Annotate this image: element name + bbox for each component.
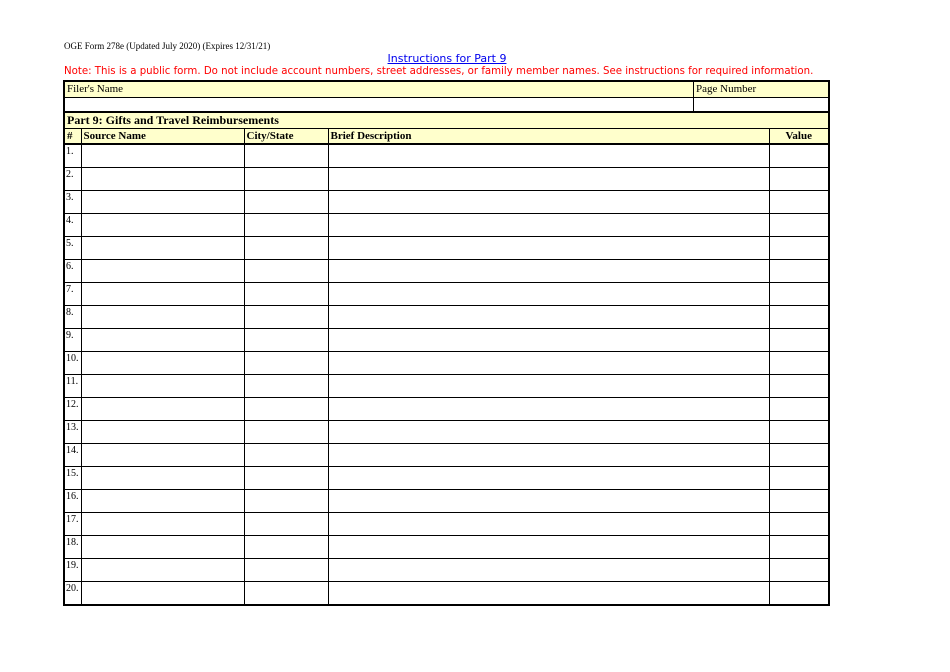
brief-description-cell[interactable] <box>328 306 769 329</box>
row-number: 2. <box>65 168 81 191</box>
table-row <box>65 168 828 191</box>
value-cell[interactable] <box>769 283 828 306</box>
value-cell[interactable] <box>769 352 828 375</box>
value-cell[interactable] <box>769 214 828 237</box>
table-row <box>65 513 828 536</box>
brief-description-cell[interactable] <box>328 352 769 375</box>
row-number: 3. <box>65 191 81 214</box>
value-cell[interactable] <box>769 490 828 513</box>
public-form-note: Note: This is a public form. Do not include account numbers, street addresses, or family member names. See instructions for required information. <box>64 66 814 77</box>
filer-header-row <box>65 82 828 98</box>
value-cell[interactable] <box>769 375 828 398</box>
brief-description-cell[interactable] <box>328 513 769 536</box>
table-row <box>65 398 828 421</box>
gifts-table <box>65 129 828 604</box>
table-row <box>65 260 828 283</box>
city-state-cell[interactable] <box>244 421 328 444</box>
brief-description-cell[interactable] <box>328 444 769 467</box>
city-state-cell[interactable] <box>244 559 328 582</box>
value-cell[interactable] <box>769 306 828 329</box>
value-cell[interactable] <box>769 398 828 421</box>
gifts-travel-form <box>63 80 830 606</box>
value-cell[interactable] <box>769 444 828 467</box>
brief-description-cell[interactable] <box>328 214 769 237</box>
city-state-cell[interactable] <box>244 513 328 536</box>
brief-description-cell[interactable] <box>328 283 769 306</box>
value-cell[interactable] <box>769 168 828 191</box>
city-state-cell[interactable] <box>244 582 328 605</box>
table-row <box>65 191 828 214</box>
table-row <box>65 536 828 559</box>
brief-description-cell[interactable] <box>328 191 769 214</box>
city-state-cell[interactable] <box>244 168 328 191</box>
source-name-cell[interactable] <box>81 329 244 352</box>
value-cell[interactable] <box>769 237 828 260</box>
part-title: Part 9: Gifts and Travel Reimbursements <box>65 113 828 129</box>
source-name-cell[interactable] <box>81 306 244 329</box>
source-name-cell[interactable] <box>81 260 244 283</box>
table-row <box>65 467 828 490</box>
table-row <box>65 144 828 168</box>
city-state-cell[interactable] <box>244 375 328 398</box>
row-number: 1. <box>66 146 74 157</box>
table-row <box>65 352 828 375</box>
row-number: 9. <box>65 329 81 352</box>
city-state-cell[interactable] <box>244 283 328 306</box>
source-name-cell[interactable] <box>81 513 244 536</box>
source-name-cell[interactable] <box>81 444 244 467</box>
column-header-source-name: Source Name <box>81 129 244 144</box>
table-row <box>65 490 828 513</box>
row-number: 18. <box>65 536 81 559</box>
brief-description-cell[interactable] <box>328 398 769 421</box>
value-cell[interactable] <box>769 144 828 168</box>
filer-name-field[interactable] <box>65 98 693 111</box>
city-state-cell[interactable] <box>244 144 328 168</box>
city-state-cell[interactable] <box>244 191 328 214</box>
row-number: 8. <box>65 306 81 329</box>
city-state-cell[interactable] <box>244 467 328 490</box>
row-number: 20. <box>65 582 81 605</box>
brief-description-cell[interactable] <box>328 375 769 398</box>
form-identifier: OGE Form 278e (Updated July 2020) (Expires 12/31/21) <box>64 41 271 51</box>
row-number: 16. <box>65 490 81 513</box>
brief-description-cell[interactable] <box>328 536 769 559</box>
value-cell[interactable] <box>769 191 828 214</box>
row-number: 10. <box>65 352 81 375</box>
brief-description-cell[interactable] <box>328 168 769 191</box>
city-state-cell[interactable] <box>244 490 328 513</box>
table-row <box>65 306 828 329</box>
value-cell[interactable] <box>769 467 828 490</box>
source-name-cell[interactable] <box>81 398 244 421</box>
brief-description-cell[interactable] <box>328 421 769 444</box>
brief-description-cell[interactable] <box>328 144 769 168</box>
source-name-cell[interactable] <box>81 352 244 375</box>
city-state-cell[interactable] <box>244 444 328 467</box>
source-name-cell[interactable] <box>81 168 244 191</box>
table-row <box>65 329 828 352</box>
city-state-cell[interactable] <box>244 237 328 260</box>
table-row <box>65 214 828 237</box>
filer-input-row <box>65 98 828 113</box>
value-cell[interactable] <box>769 513 828 536</box>
city-state-cell[interactable] <box>244 398 328 421</box>
table-row <box>65 582 828 605</box>
row-number: 19. <box>65 559 81 582</box>
brief-description-cell[interactable] <box>328 490 769 513</box>
instructions-link[interactable]: Instructions for Part 9 <box>387 52 507 65</box>
column-header-brief-description: Brief Description <box>328 129 769 144</box>
source-name-cell[interactable] <box>81 144 244 168</box>
value-cell[interactable] <box>769 329 828 352</box>
table-body <box>65 144 828 604</box>
brief-description-cell[interactable] <box>328 559 769 582</box>
source-name-cell[interactable] <box>81 191 244 214</box>
table-header-row <box>65 129 828 144</box>
brief-description-cell[interactable] <box>328 582 769 605</box>
table-row <box>65 283 828 306</box>
brief-description-cell[interactable] <box>328 329 769 352</box>
value-cell[interactable] <box>769 582 828 605</box>
row-number: 12. <box>65 398 81 421</box>
table-row <box>65 237 828 260</box>
source-name-cell[interactable] <box>81 559 244 582</box>
row-number: 14. <box>65 444 81 467</box>
source-name-cell[interactable] <box>81 283 244 306</box>
source-name-cell[interactable] <box>81 375 244 398</box>
source-name-cell[interactable] <box>81 490 244 513</box>
column-header-number: # <box>65 129 81 144</box>
row-number: 4. <box>65 214 81 237</box>
source-name-cell[interactable] <box>81 467 244 490</box>
city-state-cell[interactable] <box>244 214 328 237</box>
row-number: 5. <box>65 237 81 260</box>
page-number-field[interactable] <box>693 98 828 111</box>
row-number: 15. <box>65 467 81 490</box>
value-cell[interactable] <box>769 559 828 582</box>
source-name-cell[interactable] <box>81 536 244 559</box>
row-number: 11. <box>65 375 81 398</box>
city-state-cell[interactable] <box>244 260 328 283</box>
source-name-cell[interactable] <box>81 237 244 260</box>
value-cell[interactable] <box>769 536 828 559</box>
source-name-cell[interactable] <box>81 582 244 605</box>
row-number: 7. <box>65 283 81 306</box>
city-state-cell[interactable] <box>244 536 328 559</box>
table-row <box>65 421 828 444</box>
row-number: 6. <box>65 260 81 283</box>
city-state-cell[interactable] <box>244 329 328 352</box>
page-number-label: Page Number <box>693 82 828 97</box>
value-cell[interactable] <box>769 421 828 444</box>
column-header-value: Value <box>769 129 828 144</box>
table-row <box>65 444 828 467</box>
city-state-cell[interactable] <box>244 352 328 375</box>
row-number: 13. <box>65 421 81 444</box>
table-row <box>65 559 828 582</box>
city-state-cell[interactable] <box>244 306 328 329</box>
table-row <box>65 375 828 398</box>
brief-description-cell[interactable] <box>328 260 769 283</box>
value-cell[interactable] <box>769 260 828 283</box>
column-header-city-state: City/State <box>244 129 328 144</box>
brief-description-cell[interactable] <box>328 237 769 260</box>
row-number: 17. <box>65 513 81 536</box>
source-name-cell[interactable] <box>81 214 244 237</box>
source-name-cell[interactable] <box>81 421 244 444</box>
filer-name-label: Filer's Name <box>67 83 124 95</box>
brief-description-cell[interactable] <box>328 467 769 490</box>
